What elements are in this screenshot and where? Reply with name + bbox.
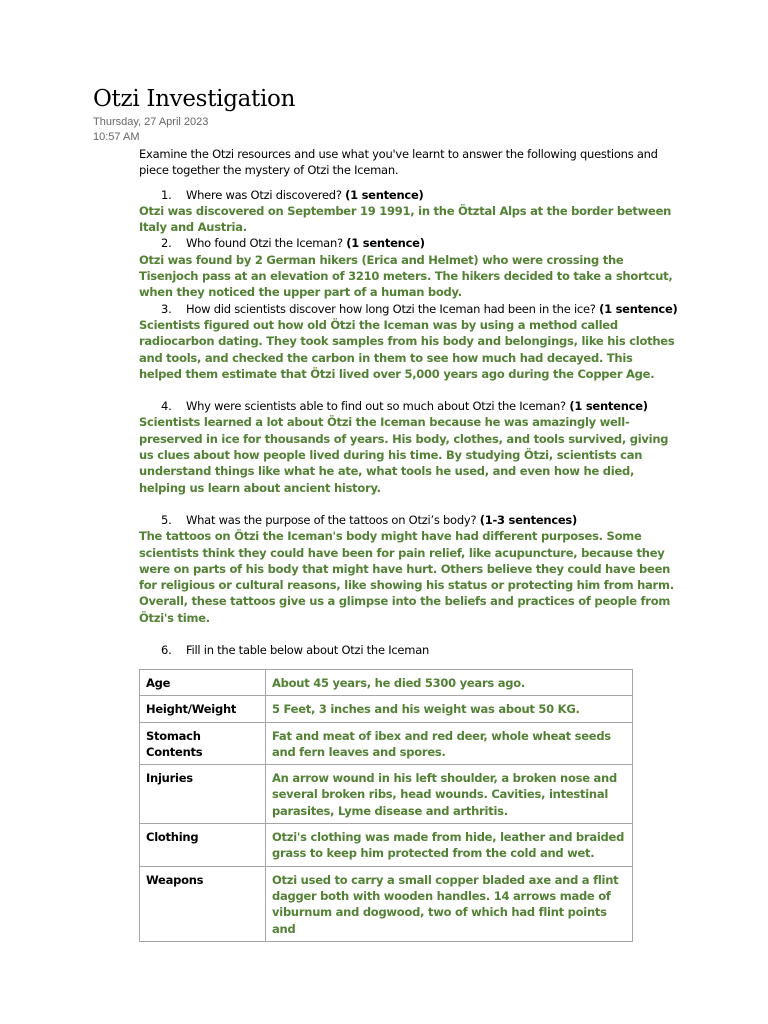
answer-4: Scientists learned a lot about Ötzi the Iceman because he was amazingly well-preserved in ice for thousands of years. His body, clothes, and tools survived, giving us clues about how people lived during his time. By studying Ötzi, scientists can understand things like what he ate, what tools he used, and even how he died, helping us learn about ancient history. bbox=[139, 415, 669, 495]
question-2 bbox=[139, 235, 679, 251]
question-text: How did scientists discover how long Otzi the Iceman had been in the ice? bbox=[186, 301, 600, 316]
page-date: Thursday, 27 April 2023 bbox=[93, 116, 209, 128]
page-title: Otzi Investigation bbox=[93, 86, 296, 112]
row-value[interactable]: An arrow wound in his left shoulder, a broken nose and several broken ribs, head wounds. Cavities, intestinal parasites, Lyme disease and arthritis. bbox=[266, 765, 633, 824]
row-value[interactable]: 5 Feet, 3 inches and his weight was about 50 KG. bbox=[266, 696, 633, 722]
table-row bbox=[140, 722, 633, 765]
answer-1: Otzi was discovered on September 19 1991, in the Ötztal Alps at the border between Italy and Austria. bbox=[139, 203, 672, 235]
row-value[interactable]: Otzi's clothing was made from hide, leather and braided grass to keep him protected from the cold and wet. bbox=[266, 824, 633, 867]
question-number: 4. bbox=[161, 399, 172, 414]
table-row bbox=[140, 824, 633, 867]
answer-5: The tattoos on Ötzi the Iceman's body might have had different purposes. Some scientists think they could have been for pain relief, like acupuncture, because they were on parts of his body that might have hurt. Others believe they could have been for religious or cultural reasons, like showing his status or protecting him from harm. Overall, these tattoos give us a glimpse into the beliefs and practices of people from Ötzi's time. bbox=[139, 529, 674, 625]
row-value[interactable]: About 45 years, he died 5300 years ago. bbox=[266, 670, 633, 696]
question-number: 3. bbox=[161, 301, 172, 316]
question-6 bbox=[139, 642, 679, 658]
row-label: Stomach Contents bbox=[140, 722, 266, 765]
otzi-facts-table bbox=[139, 669, 633, 942]
intro-text: Examine the Otzi resources and use what you've learnt to answer the following questions and piece together the mystery of Otzi the Iceman. bbox=[139, 147, 658, 178]
table-row bbox=[140, 670, 633, 696]
row-label: Age bbox=[140, 670, 266, 696]
question-number: 6. bbox=[161, 643, 172, 658]
question-4 bbox=[139, 398, 679, 414]
row-value[interactable]: Fat and meat of ibex and red deer, whole wheat seeds and fern leaves and spores. bbox=[266, 722, 633, 765]
question-hint: (1 sentence) bbox=[569, 399, 648, 414]
question-5 bbox=[139, 512, 679, 528]
question-number: 2. bbox=[161, 236, 172, 251]
answer-2: Otzi was found by 2 German hikers (Erica and Helmet) who were crossing the Tisenjoch pass at an elevation of 3210 meters. The hikers decided to take a shortcut, when they noticed the upper part of a human body. bbox=[139, 252, 673, 300]
answer-3: Scientists figured out how old Ötzi the Iceman was by using a method called radiocarbon dating. They took samples from his body and belongings, like his clothes and tools, and checked the carbon in them to see how much had decayed. This helped them estimate that Ötzi lived over 5,000 years ago during the Copper Age. bbox=[139, 317, 675, 381]
note-body[interactable] bbox=[139, 146, 679, 658]
question-hint: (1-3 sentences) bbox=[479, 512, 578, 527]
question-text: Who found Otzi the Iceman? bbox=[186, 236, 347, 251]
question-text: Fill in the table below about Otzi the Iceman bbox=[186, 643, 430, 658]
question-text: What was the purpose of the tattoos on Otzi’s body? bbox=[186, 512, 480, 527]
question-hint: (1 sentence) bbox=[346, 236, 425, 251]
table-row bbox=[140, 696, 633, 722]
question-text: Why were scientists able to find out so much about Otzi the Iceman? bbox=[186, 399, 570, 414]
question-hint: (1 sentence) bbox=[345, 187, 424, 202]
row-label: Weapons bbox=[140, 866, 266, 941]
question-1 bbox=[139, 187, 679, 203]
row-value[interactable]: Otzi used to carry a small copper bladed axe and a flint dagger both with wooden handles. 14 arrows made of viburnum and dogwood, two of which had flint points and bbox=[266, 866, 633, 941]
question-number: 1. bbox=[161, 187, 172, 202]
table-row bbox=[140, 765, 633, 824]
question-number: 5. bbox=[161, 512, 172, 527]
row-label: Height/Weight bbox=[140, 696, 266, 722]
table-row bbox=[140, 866, 633, 941]
page-time: 10:57 AM bbox=[93, 131, 140, 143]
row-label: Injuries bbox=[140, 765, 266, 824]
row-label: Clothing bbox=[140, 824, 266, 867]
question-3 bbox=[139, 301, 679, 317]
question-text: Where was Otzi discovered? bbox=[186, 187, 346, 202]
question-hint: (1 sentence) bbox=[599, 301, 678, 316]
